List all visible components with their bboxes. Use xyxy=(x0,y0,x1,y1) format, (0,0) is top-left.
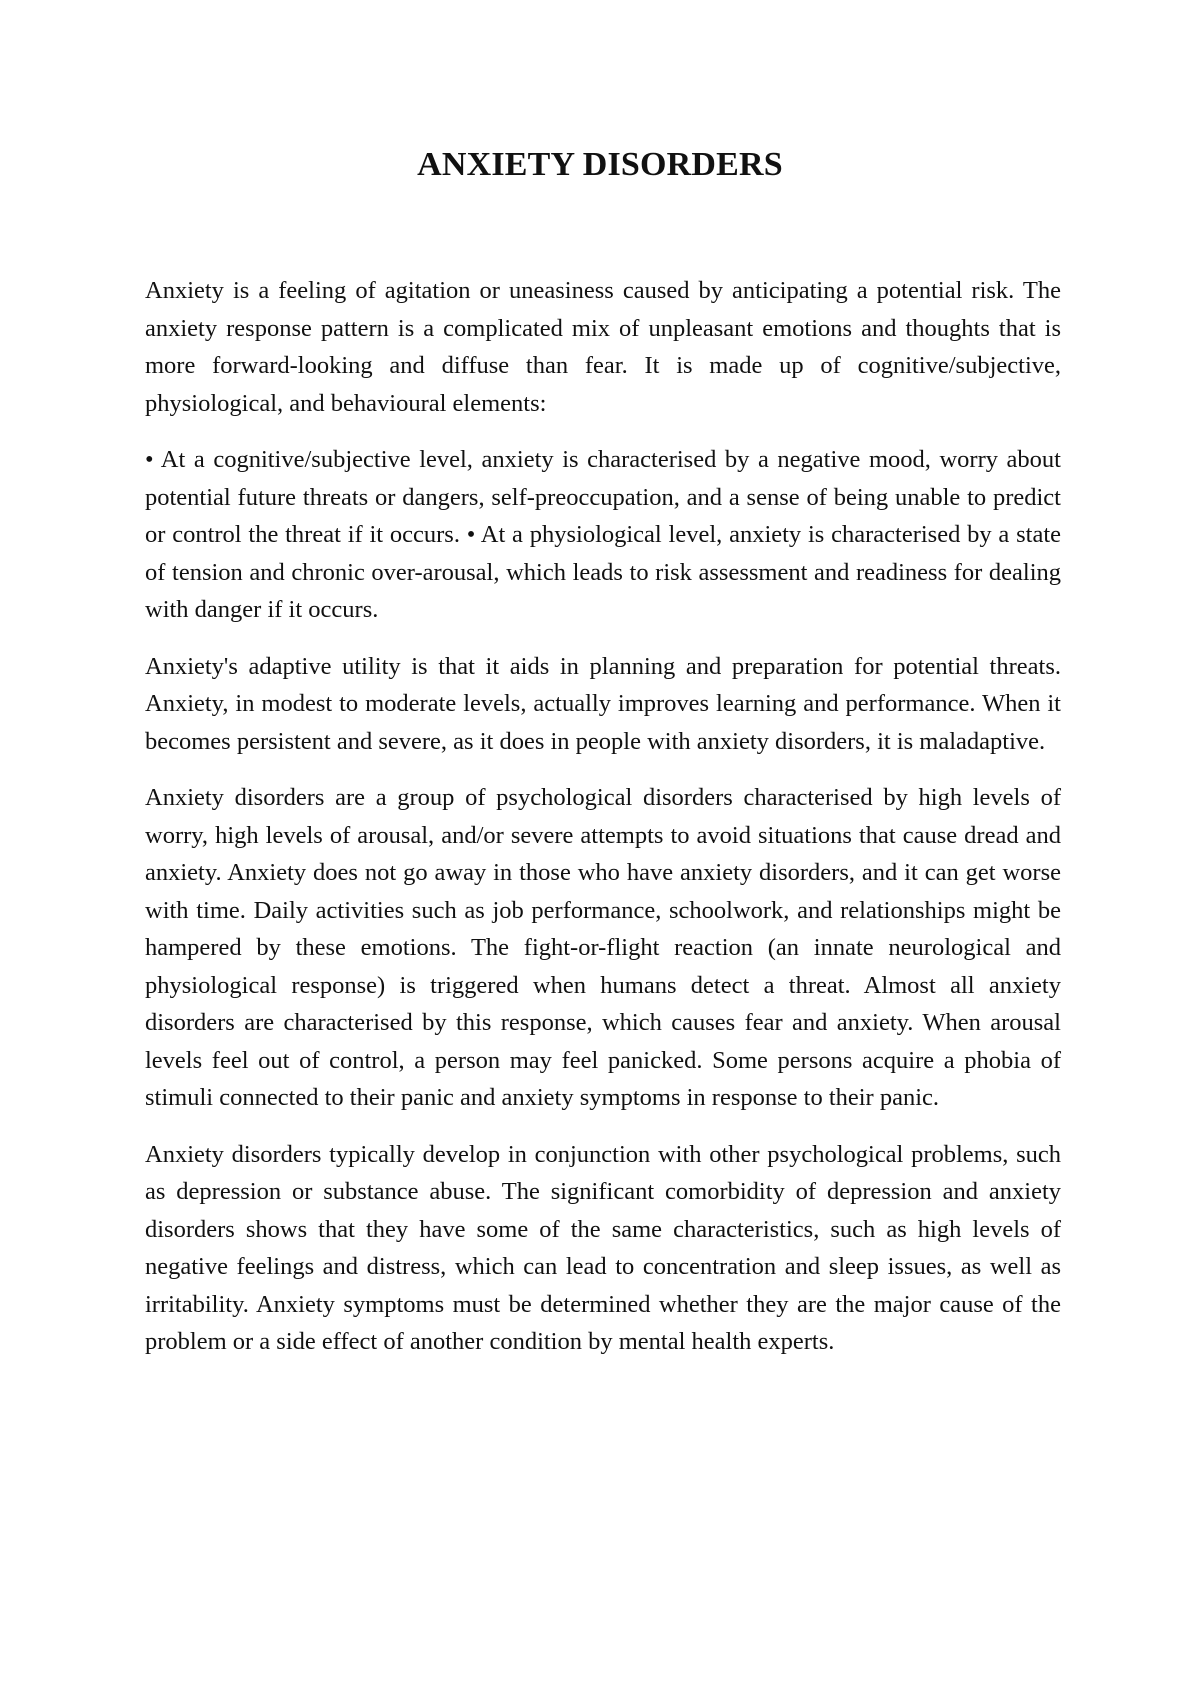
document-body xyxy=(145,272,1061,1380)
paragraph-adaptive-utility: Anxiety's adaptive utility is that it aids in planning and preparation for potential threats. Anxiety, in modest to moderate levels, actually improves learning and performance. When it becomes persistent and severe, as it does in people with anxiety disorders, it is maladaptive. xyxy=(145,652,1061,755)
paragraph-levels: • At a cognitive/subjective level, anxiety is characterised by a negative mood, worry about potential future threats or dangers, self-preoccupation, and a sense of being unable to predict or control the threat if it occurs. • At a physiological level, anxiety is characterised by a state of tension and chronic over-arousal, which leads to risk assessment and readiness for dealing with danger if it occurs. xyxy=(145,446,1061,623)
page-title: ANXIETY DISORDERS xyxy=(417,146,783,183)
paragraph-comorbidity: Anxiety disorders typically develop in conjunction with other psychological problems, such as depression or substance abuse. The significant comorbidity of depression and anxiety disorders shows that they have some of the same characteristics, such as high levels of negative feelings and distress, which can lead to concentration and sleep issues, as well as irritability. Anxiety symptoms must be determined whether they are the major cause of the problem or a side effect of another condition by mental health experts. xyxy=(145,1140,1061,1355)
paragraph-anxiety-disorders: Anxiety disorders are a group of psychological disorders characterised by high levels of worry, high levels of arousal, and/or severe attempts to avoid situations that cause dread and anxiety. Anxiety does not go away in those who have anxiety disorders, and it can get worse with time. Daily activities such as job performance, schoolwork, and relationships might be hampered by these emotions. The fight-or-flight reaction (an innate neurological and physiological response) is triggered when humans detect a threat. Almost all anxiety disorders are characterised by this response, which causes fear and anxiety. When arousal levels feel out of control, a person may feel panicked. Some persons acquire a phobia of stimuli connected to their panic and anxiety symptoms in response to their panic. xyxy=(145,784,1061,1111)
paragraph-intro: Anxiety is a feeling of agitation or uneasiness caused by anticipating a potential risk. The anxiety response pattern is a complicated mix of unpleasant emotions and thoughts that is more forward-looking and diffuse than fear. It is made up of cognitive/subjective, physiological, and behavioural elements: xyxy=(145,277,1061,417)
